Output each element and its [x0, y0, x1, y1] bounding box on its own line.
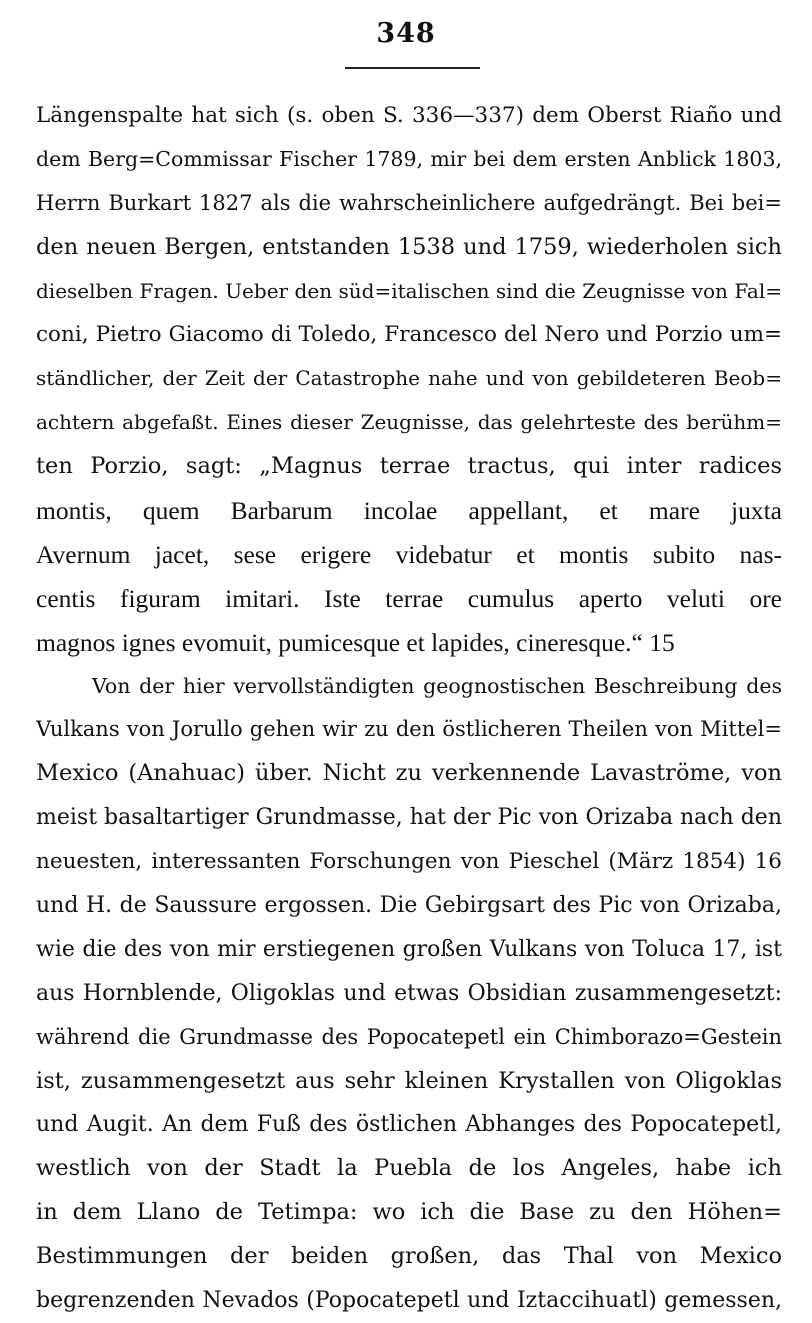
body-text	[36, 94, 782, 1323]
text-line: den neuen Bergen, entstanden 1538 und 1759, wiederholen sich	[36, 233, 782, 260]
text-line: Herrn Burkart 1827 als die wahrscheinlichere aufgedrängt. Bei bei=	[36, 190, 782, 215]
text-line: neuesten, interessanten Forschungen von Pieschel (März 1854) 16	[36, 849, 782, 875]
text-line: dem Berg=Commissar Fischer 1789, mir bei dem ersten Anblick 1803,	[36, 146, 782, 171]
text-line: in dem Llano de Tetimpa: wo ich die Base zu den Höhen=	[36, 1199, 782, 1226]
text-line: während die Grundmasse des Popocatepetl ein Chimborazo=Gestein	[36, 1024, 782, 1049]
text-line: coni, Pietro Giacomo di Toledo, Francesco del Nero und Porzio um=	[36, 322, 782, 348]
text-line: Vulkans von Jorullo gehen wir zu den östlicheren Theilen von Mittel=	[36, 717, 782, 742]
text-line: ten Porzio, sagt: „Magnus terrae tractus, qui inter radices	[36, 453, 782, 480]
text-line: und H. de Saussure ergossen. Die Gebirgsart des Pic von Orizaba,	[36, 893, 782, 919]
text-line: begrenzenden Nevados (Popocatepetl und Iztaccihuatl) gemessen,	[36, 1288, 782, 1314]
text-line: meist basaltartiger Grundmasse, hat der Pic von Orizaba nach den	[36, 805, 782, 831]
text-line: dieselben Fragen. Ueber den süd=italischen sind die Zeugnisse von Fal=	[36, 278, 782, 303]
quotation-line: magnos ignes evomuit, pumicesque et lapides, cineresque.“ 15	[36, 627, 675, 657]
text-line: Bestimmungen der beiden großen, das Thal von Mexico	[36, 1243, 782, 1270]
text-line: wie die des von mir erstiegenen großen Vulkans von Toluca 17, ist	[36, 936, 782, 962]
text-line: aus Hornblende, Oligoklas und etwas Obsidian zusammengesetzt:	[36, 980, 782, 1006]
quotation-line: Avernum jacet, sese erigere videbatur et montis subito nas-	[36, 539, 782, 569]
text-line: Mexico (Anahuac) über. Nicht zu verkennende Lavaströme, von	[36, 760, 782, 787]
page-number: 348	[376, 18, 436, 49]
text-line: ist, zusammengesetzt aus sehr kleinen Krystallen von Oligoklas	[36, 1067, 782, 1094]
quotation-line: centis figuram imitari. Iste terrae cumulus aperto veluti ore	[36, 583, 782, 613]
text-line: und Augit. An dem Fuß des östlichen Abhanges des Popocatepetl,	[36, 1112, 782, 1138]
text-line: ständlicher, der Zeit der Catastrophe nahe und von gebildeteren Beob=	[36, 366, 782, 391]
text-line: Von der hier vervollständigten geognostischen Beschreibung des	[92, 673, 782, 698]
text-line: achtern abgefaßt. Eines dieser Zeugnisse, das gelehrteste des berühm=	[36, 410, 782, 435]
header-rule	[345, 67, 480, 69]
text-line: westlich von der Stadt la Puebla de los Angeles, habe ich	[36, 1155, 782, 1182]
text-line: Längenspalte hat sich (s. oben S. 336—337) dem Oberst Riaño und	[36, 103, 782, 128]
quotation-line: montis, quem Barbarum incolae appellant, et mare juxta	[36, 496, 782, 526]
